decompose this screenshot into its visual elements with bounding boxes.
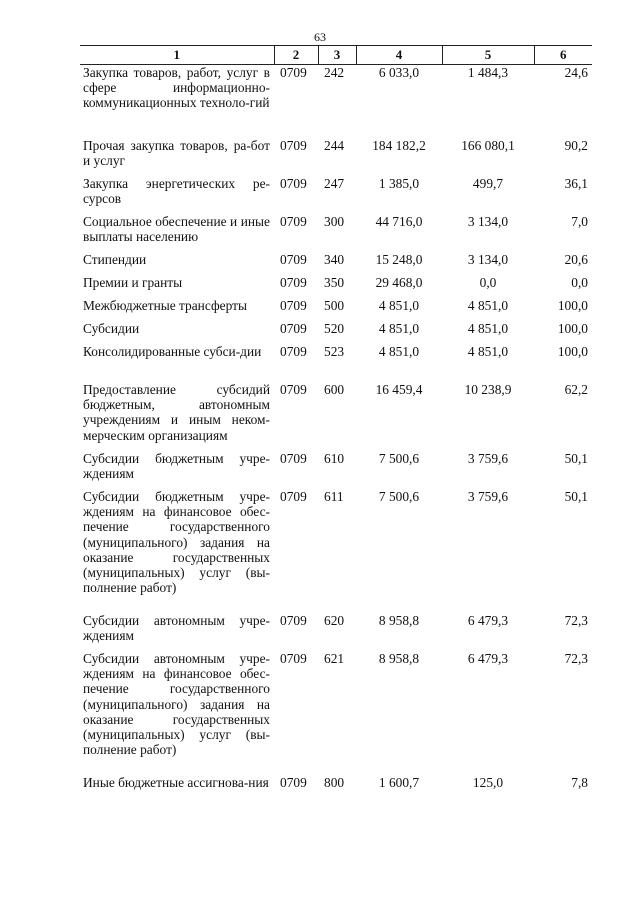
row-plan-value: 1 385,0 [378, 176, 420, 191]
row-expense-type: 620 [324, 613, 345, 628]
row-expense-type: 242 [324, 65, 345, 80]
row-fact-value: 0,0 [479, 275, 497, 290]
row-fact-value: 3 134,0 [467, 252, 509, 267]
row-plan-value: 184 182,2 [372, 138, 426, 153]
row-plan-value: 6 033,0 [378, 65, 420, 80]
row-name: Межбюджетные трансферты [83, 298, 247, 313]
table-row [80, 344, 592, 382]
row-fact-value: 4 851,0 [467, 298, 509, 313]
column-header-3: 3 [318, 46, 356, 65]
row-section: 0709 [280, 214, 307, 229]
row-name: Иные бюджетные ассигнова-ния [83, 775, 269, 790]
row-name: Премии и гранты [83, 275, 183, 290]
row-percent: 100,0 [557, 298, 588, 313]
row-name: Социальное обеспечение и иные выплаты населению [83, 214, 270, 245]
column-header-2: 2 [274, 46, 318, 65]
row-name: Субсидии автономным учре-ждениям [83, 613, 270, 644]
table-row [80, 613, 592, 651]
row-expense-type: 611 [324, 489, 344, 504]
table-row [80, 651, 592, 775]
row-expense-type: 350 [324, 275, 345, 290]
table-body [80, 65, 592, 816]
table-row [80, 489, 592, 613]
row-section: 0709 [280, 252, 307, 267]
column-header-1: 1 [80, 46, 274, 65]
row-expense-type: 300 [324, 214, 345, 229]
row-expense-type: 500 [324, 298, 345, 313]
row-section: 0709 [280, 176, 307, 191]
row-name: Субсидии бюджетным учре-ждениям на финансовое обес-печение государственного (муниципального) задания на оказание государственных (муниципальных) услуг (вы-полнение работ) [83, 489, 270, 596]
row-name: Закупка энергетических ре-сурсов [83, 176, 270, 207]
row-expense-type: 244 [324, 138, 345, 153]
column-header-4: 4 [356, 46, 442, 65]
table-row [80, 275, 592, 298]
row-section: 0709 [280, 775, 307, 790]
row-plan-value: 4 851,0 [378, 321, 420, 336]
row-section: 0709 [280, 451, 307, 466]
row-fact-value: 1 484,3 [467, 65, 509, 80]
row-section: 0709 [280, 275, 307, 290]
row-expense-type: 520 [324, 321, 345, 336]
row-fact-value: 6 479,3 [467, 613, 509, 628]
row-plan-value: 16 459,4 [375, 382, 423, 397]
row-percent: 100,0 [557, 321, 588, 336]
row-section: 0709 [280, 489, 307, 504]
row-expense-type: 247 [324, 176, 345, 191]
row-name: Закупка товаров, работ, услуг в сфере информационно-коммуникационных техноло-гий [83, 65, 270, 111]
row-fact-value: 4 851,0 [467, 321, 509, 336]
row-fact-value: 3 134,0 [467, 214, 509, 229]
row-plan-value: 7 500,6 [378, 489, 420, 504]
row-plan-value: 4 851,0 [378, 298, 420, 313]
table-row [80, 321, 592, 344]
row-percent: 72,3 [564, 651, 588, 666]
table-row [80, 214, 592, 252]
row-name: Субсидии бюджетным учре-ждениям [83, 451, 270, 482]
header-row [80, 46, 592, 65]
row-section: 0709 [280, 344, 307, 359]
table-row [80, 298, 592, 321]
row-expense-type: 340 [324, 252, 345, 267]
row-name: Субсидии [83, 321, 140, 336]
row-percent: 36,1 [564, 176, 588, 191]
row-fact-value: 6 479,3 [467, 651, 509, 666]
row-name: Консолидированные субси-дии [83, 344, 262, 359]
row-section: 0709 [280, 321, 307, 336]
row-fact-value: 3 759,6 [467, 489, 509, 504]
row-plan-value: 15 248,0 [375, 252, 423, 267]
row-percent: 100,0 [557, 344, 588, 359]
row-expense-type: 800 [324, 775, 345, 790]
table-row [80, 176, 592, 214]
row-section: 0709 [280, 138, 307, 153]
row-section: 0709 [280, 65, 307, 80]
row-section: 0709 [280, 298, 307, 313]
row-percent: 0,0 [571, 275, 588, 290]
row-plan-value: 1 600,7 [378, 775, 420, 790]
row-percent: 7,8 [571, 775, 588, 790]
row-fact-value: 10 238,9 [464, 382, 512, 397]
row-section: 0709 [280, 651, 307, 666]
table-row [80, 138, 592, 176]
table-row [80, 775, 592, 815]
row-percent: 50,1 [564, 489, 588, 504]
row-name: Предоставление субсидий бюджетным, автономным учреждениям и иным неком-мерческим организациям [83, 382, 270, 443]
row-percent: 50,1 [564, 451, 588, 466]
row-fact-value: 499,7 [472, 176, 504, 191]
table-row [80, 451, 592, 489]
column-header-5: 5 [442, 46, 534, 65]
row-percent: 62,2 [564, 382, 588, 397]
row-plan-value: 4 851,0 [378, 344, 420, 359]
row-percent: 20,6 [564, 252, 588, 267]
table-row [80, 252, 592, 275]
row-percent: 7,0 [571, 214, 588, 229]
row-percent: 24,6 [564, 65, 588, 80]
row-fact-value: 125,0 [472, 775, 504, 790]
row-expense-type: 621 [324, 651, 345, 666]
column-header-6: 6 [534, 46, 592, 65]
row-section: 0709 [280, 613, 307, 628]
row-name: Стипендии [83, 252, 147, 267]
row-plan-value: 8 958,8 [378, 613, 420, 628]
row-percent: 72,3 [564, 613, 588, 628]
row-name: Прочая закупка товаров, ра-бот и услуг [83, 138, 270, 169]
row-plan-value: 44 716,0 [375, 214, 423, 229]
row-expense-type: 523 [324, 344, 345, 359]
row-expense-type: 600 [324, 382, 345, 397]
row-plan-value: 7 500,6 [378, 451, 420, 466]
table-row [80, 65, 592, 139]
row-fact-value: 4 851,0 [467, 344, 509, 359]
page-number: 63 [314, 30, 326, 44]
row-fact-value: 3 759,6 [467, 451, 509, 466]
row-section: 0709 [280, 382, 307, 397]
row-plan-value: 29 468,0 [375, 275, 423, 290]
table-row [80, 382, 592, 451]
row-name: Субсидии автономным учре-ждениям на финансовое обес-печение государственного (муниципального) задания на оказание государственных (муниципальных) услуг (вы-полнение работ) [83, 651, 270, 758]
row-expense-type: 610 [324, 451, 345, 466]
row-percent: 90,2 [564, 138, 588, 153]
budget-table [80, 45, 592, 815]
row-plan-value: 8 958,8 [378, 651, 420, 666]
row-fact-value: 166 080,1 [461, 138, 515, 153]
